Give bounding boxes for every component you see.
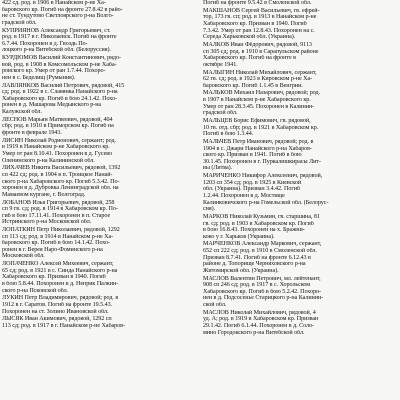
entry-line: Призван 8.7.41. Погиб на фронте 6.12.43 в — [203, 254, 311, 261]
entry-line: Московской обл. — [2, 253, 45, 260]
entry-line: ково у г. Харьков (Украина). — [203, 233, 275, 240]
memorial-entry — [203, 0, 398, 7]
entry-line: ЛУКИН Петр Владимирович, рядовой; род. в — [2, 295, 119, 302]
entry-line: 7.3.42. Умер от ран 12.8.43. Похоронен на с. — [203, 27, 315, 34]
entry-line: Истринского р-на Московской обл. — [2, 219, 92, 226]
entry-line: ЛЕСНОВ Марьян Матвеевич, рядовой, 404 — [2, 116, 113, 123]
memorial-entry — [2, 165, 197, 198]
memorial-entry — [203, 118, 398, 138]
entry-line: вой, род. в 1908 в Комсомольском р-не Хаба- — [2, 61, 117, 68]
entry-line: не ст. Тундутово Светлоярского р-на Волго- — [2, 13, 114, 20]
entry-line: сия). — [203, 206, 216, 213]
entry-line: 1203 сп 354 сд; род. в 1925 в Киевской — [203, 179, 302, 186]
entry-line: 1912 в г. Саратов. Погиб на фронте 19.5.43. — [2, 302, 113, 308]
entry-line: ЛЫСЯК Иван Акимович, рядовой, 1292 сп — [2, 316, 112, 323]
entry-line: Калинковичского р-на Гомельской обл. (Белорус- — [203, 199, 329, 206]
entry-line: лоцкого р-на Витебской обл. (Белоруссия). — [2, 47, 111, 54]
entry-line: МАСЛОВ Николай Михайлович, рядовой, 4 — [203, 309, 316, 316]
entry-line: Хабаровского кр. Призван в 1940. Погиб — [2, 274, 106, 281]
entry-line: Похоронен на ст. Золино Ивановской обл. — [2, 308, 109, 315]
entry-line: ронен в д. Машарова Медынского р-на — [2, 102, 102, 109]
entry-line: ского кр. Призван в 1941. Погиб в бою — [203, 152, 302, 159]
entry-line: Умер от ран 8.10.41. Похоронен в д. Гусево — [2, 151, 113, 157]
entry-line: вы (Литва). — [203, 165, 233, 172]
entry-line: нен в д. Подсосенье Старицкого р-на Калинин- — [203, 295, 324, 302]
entry-line: баровского кр. Погиб в бою 14.1.42. Похо- — [2, 240, 111, 247]
entry-line: Хабаровского кр. Призван в 1940. Погиб — [203, 20, 307, 27]
entry-line: 29.1.42. Погиб 6.1.44. Похоронен в д. Соло- — [203, 322, 314, 329]
memorial-entry — [203, 214, 398, 240]
entry-line: МАРИЧЕНКО Никифор Алексеевич, рядовой, — [203, 173, 323, 180]
entry-line: МАЛКОВ Иван Фёдорович, рядовой, 9113 — [203, 41, 312, 48]
memorial-entry — [203, 139, 398, 172]
entry-line: 30.1.45. Похоронен в г. Пуркалишкирасы Лит- — [203, 158, 321, 165]
entry-line: гв. сд; род. в 1903 в Хабаровском кр. Погиб — [203, 220, 314, 227]
entry-line: Хабаровского кр. Погиб в бою 24.1.42. Похо- — [2, 95, 118, 102]
entry-line: МАЛЫГИН Николай Михайлович, сержант, — [203, 69, 317, 76]
entry-line: районе д. Топорище Черняховского р-на — [203, 261, 306, 268]
memorial-entry — [2, 200, 197, 226]
entry-line: 652 сп 222 сд; род. в 1910 в Смоленской обл. — [203, 248, 317, 255]
entry-line: МАЛЬЦЕВ Борис Ефимович, гв. рядовой, — [203, 118, 311, 125]
entry-line: ского р-на Хабаровского кр. Погиб 5.3.42. По- — [2, 178, 120, 185]
entry-line: 113 сд; род. в 1917 в г. Нанайском р-не Хабаров- — [2, 322, 125, 329]
entry-line: ровского кр. Умер от ран 1.7.44. Похоро- — [2, 68, 106, 75]
entry-line: в бою 16.8.43. Похоронен на х. Бражни- — [203, 227, 305, 234]
entry-line: МАРКОВ Николай Кузьмин, гв. старшина, 81 — [203, 213, 320, 220]
entry-line: сд; род. в 1922 в с. Славянка Нанайского р-на — [2, 89, 118, 96]
memorial-entry — [203, 90, 398, 116]
entry-line: МАРЧЕНКОВ Александр Маркович, сержант, — [203, 241, 322, 248]
memorial-entry — [2, 28, 197, 54]
memorial-entry — [2, 227, 197, 260]
memorial-entry — [2, 261, 197, 294]
right-column — [203, 0, 398, 400]
entry-line: сп 113 сд; род. в 1914 в Нанайском р-не Ха- — [2, 233, 114, 240]
entry-line: обл. (Украина). Призван 3.4.42. Погиб — [203, 186, 301, 193]
entry-line: МАКШАНОВ Сергей Васильевич, гв. ефрей- — [203, 7, 320, 14]
entry-line: Оленинского р-на Калининской обл. — [2, 157, 95, 164]
entry-line: фронте в феврале 1943. — [2, 130, 62, 137]
entry-line: гиб в бою 17.11.41. Похоронен в п. Старое — [2, 212, 111, 219]
entry-line: нен в с. Беделищ (Румыния). — [2, 74, 76, 81]
entry-line: Калужской обл. — [2, 109, 42, 116]
memorial-entry — [2, 83, 197, 116]
memorial-entry — [2, 0, 197, 26]
entry-line: ского р-на Псковской обл. — [2, 287, 69, 294]
entry-line: Хабаровского кр. Погиб в бою 5.2.42. Похоро- — [203, 288, 322, 295]
entry-line: МАЛЬЧЕВ Петр Иванович, рядовой; род. в — [203, 139, 314, 145]
entry-line: Хабаровского кр. Погиб на фронте в — [203, 55, 296, 62]
entry-line: градской обл. — [203, 110, 238, 117]
entry-line: ЛОПАТКИН Петр Николаевич, рядовой, 1292 — [2, 227, 120, 234]
memorial-entry — [2, 138, 197, 164]
entry-line: ЛАВЛЯНКОВ Василий Петрович, рядовой, 415 — [2, 82, 125, 89]
entry-line: Погиб в бою 1.3.44. — [203, 131, 254, 138]
entry-line: 65 сд; род. в 1921 в с. Синда Нанайского р-на — [2, 267, 118, 274]
memorial-entry — [2, 316, 197, 329]
entry-line: ЛОБАНОВ Илья Григорьевич, рядовой, 258 — [2, 199, 115, 206]
entry-line: Умер от ран 28.3.45. Похоронен в Калинин- — [203, 103, 315, 110]
entry-line: ЛИХАЧЕВ Никита Васильевич, рядовой, 1392 — [2, 165, 121, 172]
memorial-entry — [203, 276, 398, 309]
memorial-entry — [2, 55, 197, 81]
entry-line: баровского кр. Погиб 1.1.45 в Венгрии. — [203, 82, 303, 89]
entry-line: КУРДЮМОВ Василий Константинович, рядо- — [2, 55, 121, 62]
entry-line: в 1907 в Нанайском р-не Хабаровского кр. — [203, 97, 311, 104]
entry-line: род. в 1917 в г. Николаевск. Погиб на фронте — [2, 34, 117, 41]
entry-line: 1.2.44. Похоронен в д. Мостище — [203, 192, 285, 199]
left-column — [2, 0, 197, 400]
entry-line: в бою 5.8.44. Похоронен в д. Неприк Палкин- — [2, 281, 119, 288]
memorial-entry — [203, 70, 398, 90]
entry-line: 422 сд. род. в 1906 в Нанайском р-не Ха- — [2, 0, 106, 6]
entry-line: Мамаевом кургане, г. Волгоград. — [2, 191, 86, 198]
entry-line: 62 гв. сд; род. в 1923 в Кировском р-не Ха- — [203, 76, 313, 83]
memorial-entry — [203, 241, 398, 274]
memorial-entry — [203, 42, 398, 68]
entry-line: ЛОПАЧЕНКО Алексей Михеевич, сержант, — [2, 261, 114, 268]
entry-line: октябре 1941. — [203, 61, 238, 68]
entry-line: 1904 в с. Джари Нанайского р-на Хабаров- — [203, 145, 312, 152]
entry-line: 10 гв. отд. сбр; род. в 1921 в Хабаровском кр. — [203, 124, 319, 131]
entry-line: в 1919 в Нанайском р-не Хабаровского кр. — [2, 144, 110, 151]
entry-line: КУПРИЯНОВ Александр Григорьевич, ст. — [2, 27, 111, 34]
entry-line: ской обл. — [203, 302, 227, 308]
entry-line: градской обл. — [2, 19, 37, 26]
entry-line: 6.7.44. Похоронен в д. Гвоздь По- — [2, 40, 88, 47]
memorial-entry — [203, 8, 398, 41]
entry-line: Житомирской обл. (Украина). — [203, 267, 279, 274]
entry-line: сбр; род. в 1910 в Приморском кр. Погиб на — [2, 123, 114, 130]
entry-line: мино Городокского р-на Витебской обл. — [203, 329, 305, 336]
entry-line: уд. А; род. в 1919 в Хабаровском кр. Призван — [203, 316, 319, 323]
entry-line: баровского кр. Погиб на фронте 27.8.42 в райо- — [2, 6, 123, 13]
entry-line: тор, 173 гв. сп; род. в 1913 в Нанайском р-не — [203, 14, 317, 21]
entry-line: сп 9 гв. сд; род. в 1914 в Хабаровском кр. По- — [2, 206, 118, 213]
entry-line: Погиб на фронте 9.5.42 в Смоленской обл. — [203, 0, 312, 6]
entry-line: сп 422 сд; род. в 1904 в п. Троицкое Нанай- — [2, 171, 113, 178]
entry-line: МАЛЬКОВ Михаил Назарович, рядовой; род. — [203, 90, 321, 97]
entry-line: хоронен в д. Дубровка Ленинградской обл. на — [2, 185, 119, 192]
memorial-entry — [2, 117, 197, 137]
entry-line: 908 сп 246 сд; род. в 1917 в с. Хорольском — [203, 282, 311, 289]
entry-line: Середа Харьковской обл. (Украина). — [203, 34, 296, 41]
entry-line: сп 305 сд; род. в 1910 в Сарапульском районе — [203, 48, 319, 55]
memorial-entry — [2, 295, 197, 315]
entry-line: ЛИСИН Николай Родионович, сержант; род. — [2, 137, 116, 144]
entry-line: МАСЛОВ Валентин Петрович, мл. лейтенант, — [203, 275, 321, 282]
memorial-entry — [203, 310, 398, 336]
entry-line: ронен в г. Верея Наро-Фоминского р-на — [2, 246, 103, 253]
memorial-entry — [203, 173, 398, 213]
